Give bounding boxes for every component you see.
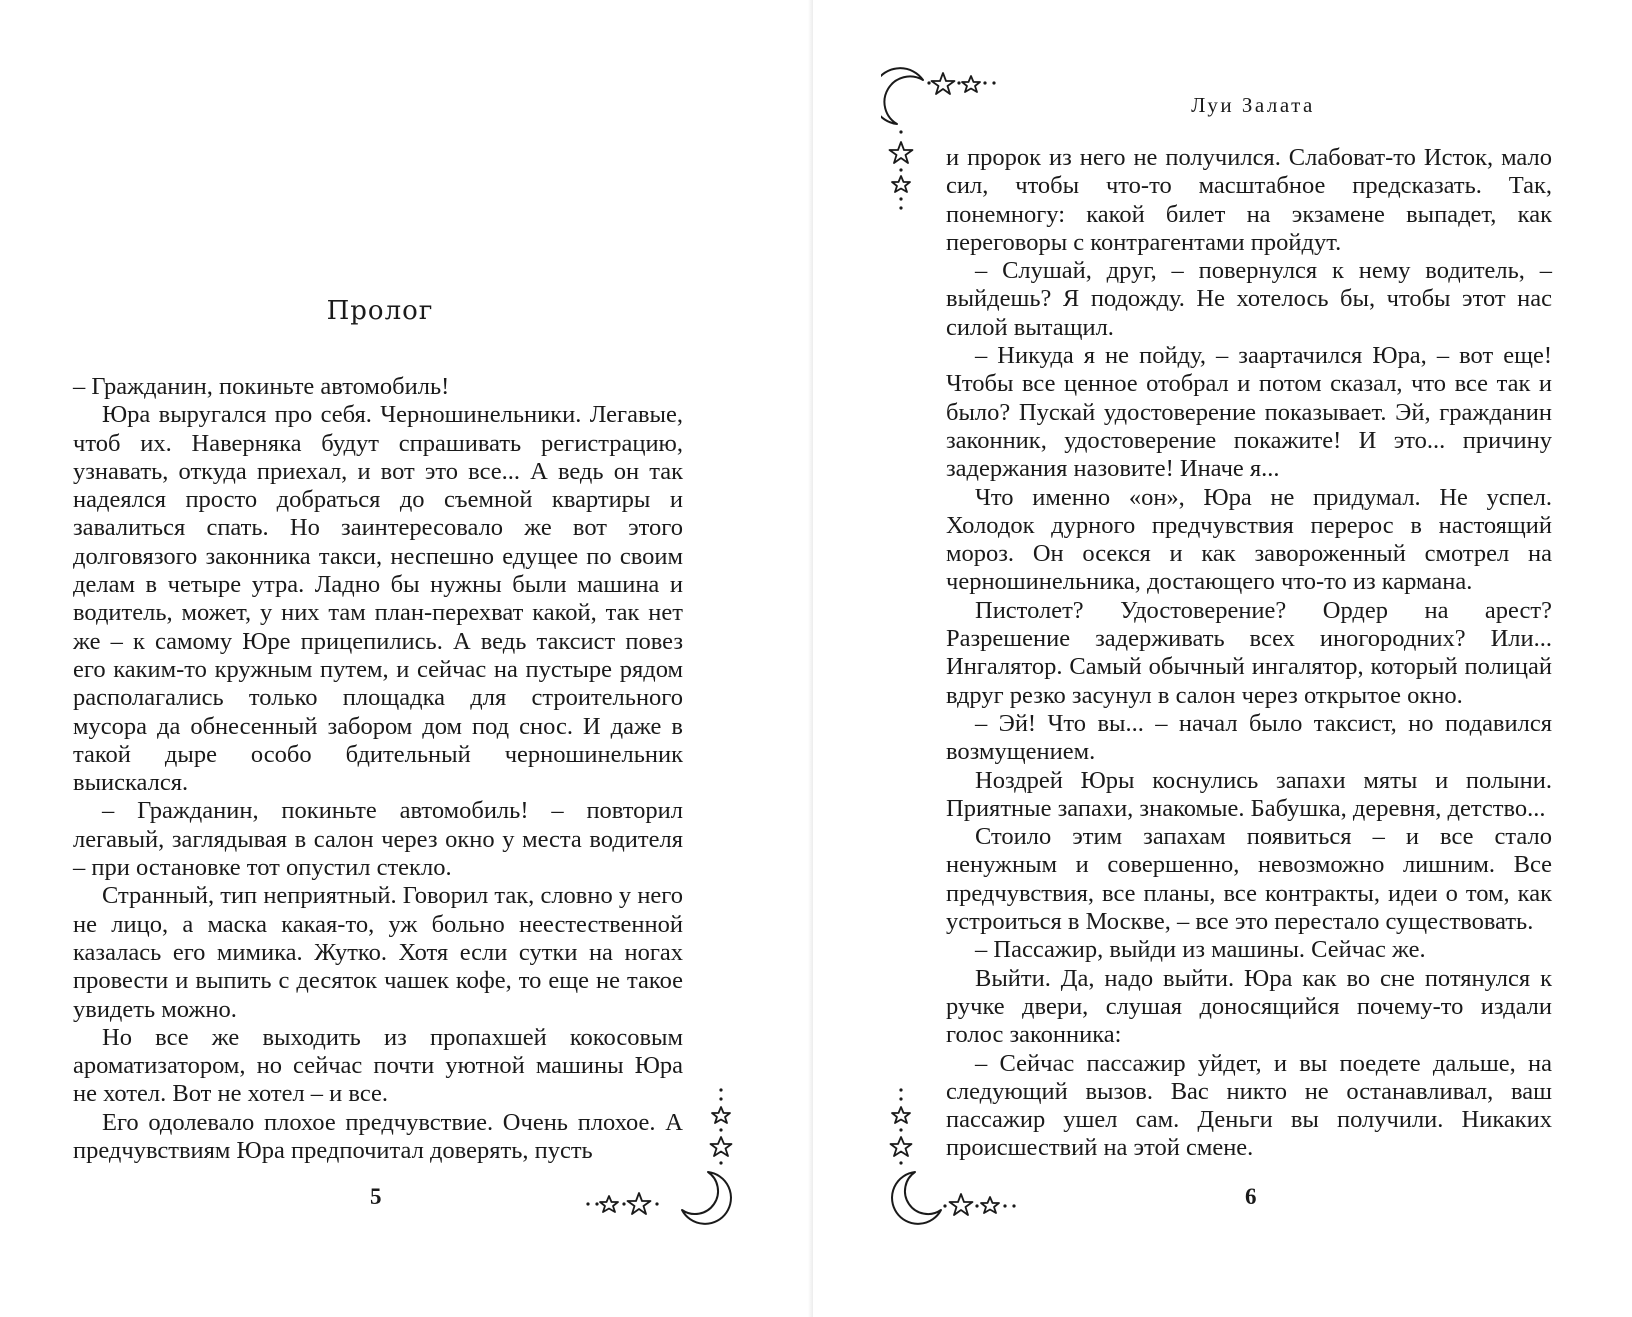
star-icon	[600, 1196, 618, 1212]
paragraph: Юра выругался про себя. Черношинельники. Легавые, чтоб их. Наверняка будут спрашивать регистрацию, узнавать, откуда приехал, и вот это все... А ведь он так надеялся просто добраться до съемной квартиры и завалиться спать. Но заинтересовало же вот этого долговязого законника такси, неспешно едущее по своим делам в четыре утра. Ладно бы нужны были машина и водитель, может, у них там план-перехват какой, так нет же – к самому Юре прицепились. А ведь таксист повез его каким-то кружным путем, и сейчас на пустыре рядом располагались только площадка для строительного мусора да обнесенный забором дом под снос. И даже в такой дыре особо бдительный черношинельник выискался.	[73, 401, 683, 797]
crescent-moon-icon	[682, 1172, 731, 1224]
paragraph: – Гражданин, покиньте автомобиль! – повторил легавый, заглядывая в салон через окно у места водителя – при остановке тот опустил стекло.	[73, 797, 683, 882]
crescent-moon-icon	[892, 1172, 941, 1224]
paragraph: Но все же выходить из пропахшей кокосовым ароматизатором, но сейчас почти уютной машины Юра не хотел. Вот не хотел – и все.	[73, 1023, 683, 1108]
paragraph: – Слушай, друг, – повернулся к нему водитель, – выйдешь? Я подожду. Не хотелось бы, чтобы этот нас силой вытащил.	[946, 257, 1552, 341]
star-icon	[892, 176, 910, 192]
chapter-title: Пролог	[326, 296, 434, 326]
crescent-moon-icon	[881, 68, 923, 124]
paragraph: Странный, тип неприятный. Говорил так, словно у него не лицо, а маска какая-то, уж больно неестественной казалась его мимика. Жутко. Хотя если сутки на ногах провести и выпить с десяток чашек кофе, то еще не такое увидеть можно.	[73, 882, 683, 1023]
paragraph: – Гражданин, покиньте автомобиль!	[73, 373, 450, 400]
paragraph: Что именно «он», Юра не придумал. Не успел. Холодок дурного предчувствия перерос в настоящий мороз. Он осекся и как завороженный смотрел на черношинельника, достающего что-то из кармана.	[946, 483, 1552, 596]
paragraph: Его одолевало плохое предчувствие. Очень плохое. А предчувствиям Юра предпочитал доверять, пусть	[73, 1108, 683, 1165]
running-head-author: Луи Залата	[1191, 93, 1315, 117]
paragraph: Стоило этим запахам появиться – и все стало ненужным и совершенно, невозможно лишним. Все предчувствия, все планы, все контракты, идеи о том, как устроиться в Москве, – все это перестало существовать.	[946, 823, 1552, 936]
paragraph: Выйти. Да, надо выйти. Юра как во сне потянулся к ручке двери, слушая доносящийся почему-то издали голос законника:	[946, 964, 1552, 1049]
star-icon	[981, 1197, 999, 1213]
paragraph: Пистолет? Удостоверение? Ордер на арест? Разрешение задерживать всех иногородних? Или... Ингалятор. Самый обычный ингалятор, который полицай вдруг резко засунул в салон через открытое окно.	[946, 596, 1552, 709]
paragraph: – Сейчас пассажир уйдет, и вы поедете дальше, на следующий вызов. Вас никто не останавливал, ваш пассажир ушел сам. Деньги вы получили. Никаких происшествий на этой смене.	[946, 1049, 1552, 1162]
right-page	[813, 0, 1632, 1317]
star-icon	[932, 73, 955, 94]
star-icon	[712, 1107, 730, 1123]
star-icon	[891, 1137, 912, 1156]
paragraph: – Пассажир, выйди из машины. Сейчас же.	[975, 936, 1426, 964]
paragraph: – Эй! Что вы... – начал было таксист, но подавился возмущением.	[946, 709, 1552, 766]
right-page-body	[946, 144, 1552, 1163]
star-icon	[711, 1137, 732, 1156]
left-page	[0, 0, 813, 1317]
paragraph: и пророк из него не получился. Слабоват-то Исток, мало сил, чтобы что-то масштабное предсказать. Так, понемногу: какой билет на экзамене выпадет, как переговоры с контрагентами пройдут.	[946, 144, 1552, 256]
moon-and-stars-ornament-icon	[582, 1082, 742, 1232]
left-page-body	[73, 373, 683, 1165]
star-icon	[890, 142, 913, 163]
page-number: 5	[370, 1184, 382, 1209]
star-icon	[892, 1107, 910, 1123]
paragraph: – Никуда я не пойду, – заартачился Юра, – вот еще! Чтобы все ценное отобрал и потом сказал, что все так и было? Пускай удостоверение показывает. Эй, гражданин законник, удостоверение покажите! И это... причину задержания назовите! Иначе я...	[946, 342, 1552, 483]
star-icon	[628, 1193, 651, 1214]
star-icon	[950, 1194, 973, 1215]
paragraph: Ноздрей Юры коснулись запахи мяты и полыни. Приятные запахи, знакомые. Бабушка, деревня, детство...	[946, 766, 1552, 822]
page-number: 6	[1245, 1184, 1257, 1209]
moon-and-stars-ornament-icon	[881, 1082, 1041, 1232]
star-icon	[962, 76, 980, 92]
